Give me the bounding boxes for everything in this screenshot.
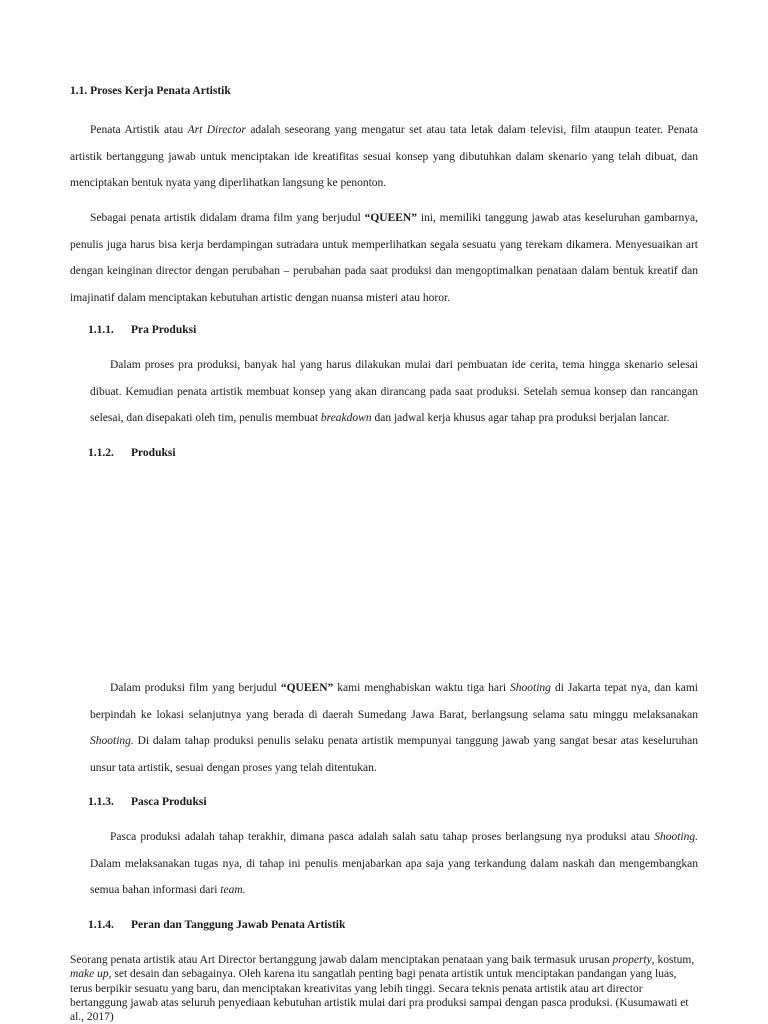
text: Penata Artistik atau (90, 124, 188, 136)
text: kami menghabiskan waktu tiga hari (333, 682, 511, 694)
text: ini, memiliki tanggung jawab atas keseluruhan gambarnya, penulis juga harus bisa kerja berdampingan sutradara untuk memperlihatkan segala sesuatu yang terekam dikamera. Menyesuaikan art dengan keinginan director dengan perubahan – perubahan pada saat produksi dan mengoptimalkan penataan dalam bentuk kreatif dan imajinatif dalam menciptakan kebutuhan artistic dengan nuansa misteri atau horor. (70, 212, 698, 304)
section-number: 1.1.4. (88, 919, 114, 931)
text: Dalam proses pra produksi, banyak hal yang harus dilakukan mulai dari pembuatan ide cerita, tema hingga skenario selesai dibuat. Kemudian penata artistik membuat konsep yang akan dirancang pada saat produksi. Setelah semua konsep dan rancangan selesai, dan disepakati oleh tim, penulis membuat (90, 359, 698, 424)
text: , set desain dan sebagainya. Oleh karena itu sangatlah penting bagi penata artistik untuk menciptakan pandangan yang luas, terus berpikir sesuatu yang baru, dan menciptakan kreativitas yang lebih tinggi. Secara teknis penata artistik atau art director bertanggung jawab atas seluruh penyediaan kebutuhan artistik mulai dari pra produksi sampai dengan pasca produksi. (Kusumawati et al., 2017) (70, 968, 689, 1024)
film-title: “QUEEN” (364, 212, 417, 224)
emphasis: property (612, 954, 652, 966)
text: , kostum, (651, 954, 695, 966)
paragraph-art-director-definition (70, 117, 698, 197)
section-title: Produksi (131, 447, 176, 459)
section-title: Pra Produksi (131, 324, 197, 336)
film-title: “QUEEN” (280, 682, 334, 694)
paragraph-produksi (90, 675, 698, 781)
emphasis: Shooting. (90, 735, 134, 747)
emphasis: Shooting (510, 682, 551, 694)
subsection-heading-pasca-produksi (88, 796, 207, 808)
text: Seorang penata artistik atau Art Director bertanggung jawab dalam menciptakan penataan yang baik termasuk urusan (70, 954, 613, 966)
paragraph-queen-role (70, 205, 698, 311)
text: Di dalam tahap produksi penulis selaku penata artistik mempunyai tanggung jawab yang sangat besar atas keseluruhan unsur tata artistik, sesuai dengan proses yang telah ditentukan. (90, 735, 698, 774)
subsection-heading-produksi (88, 447, 176, 459)
paragraph-peran-tanggung-jawab (70, 953, 698, 1024)
emphasis: team. (220, 884, 246, 896)
section-number: 1.1.2. (88, 447, 114, 459)
section-number: 1.1.3. (88, 796, 114, 808)
text: Pasca produksi adalah tahap terakhir, dimana pasca adalah salah satu tahap proses berlangsung nya produksi atau (110, 831, 655, 843)
emphasis: Art Director (187, 124, 246, 136)
subsection-heading-peran (88, 919, 345, 931)
paragraph-pra-produksi (90, 352, 698, 432)
emphasis: breakdown (320, 412, 372, 424)
text: di Jakarta tepat nya, dan kami berpindah ke lokasi selanjutnya yang berada di daerah Sumedang Jawa Barat, berlangsung selama satu minggu melaksanakan (90, 682, 698, 721)
section-title: Pasca Produksi (131, 796, 207, 808)
text: adalah seseorang yang mengatur set atau tata letak dalam televisi, film ataupun teater. Penata artistik bertanggung jawab untuk menciptakan ide kreatifitas sesuai konsep yang dibutuhkan dalam skenario yang telah dibuat, dan menciptakan bentuk nyata yang diperlihatkan langsung ke penonton. (70, 124, 698, 189)
subsection-heading-pra-produksi (88, 324, 196, 336)
text: dan jadwal kerja khusus agar tahap pra produksi berjalan lancar. (371, 412, 670, 424)
text: Sebagai penata artistik didalam drama film yang berjudul (90, 212, 365, 224)
emphasis: Shooting. (654, 831, 698, 843)
text: Dalam produksi film yang berjudul (110, 682, 281, 694)
paragraph-pasca-produksi (90, 824, 698, 904)
text: Dalam melaksanakan tugas nya, di tahap ini penulis menjabarkan apa saja yang terkandung dalam naskah dan mengembangkan semua bahan informasi dari (90, 857, 698, 896)
section-number: 1.1.1. (88, 324, 114, 336)
section-title: Peran dan Tanggung Jawab Penata Artistik (131, 919, 346, 931)
emphasis: make up (70, 968, 109, 981)
section-heading-1-1: 1.1. Proses Kerja Penata Artistik (70, 85, 231, 97)
